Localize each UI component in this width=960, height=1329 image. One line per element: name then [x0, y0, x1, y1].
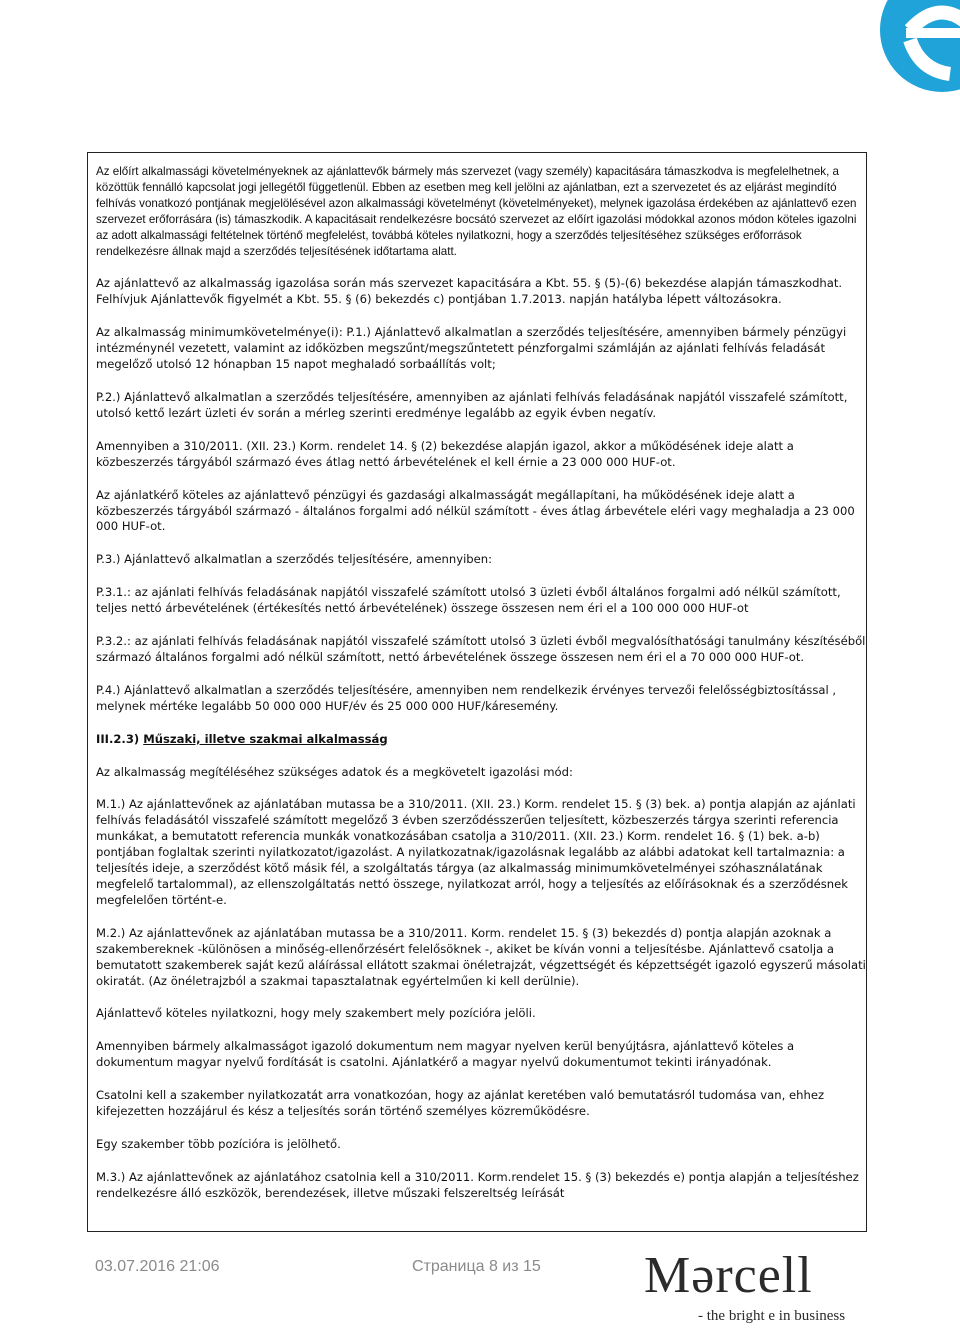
paragraph: M.3.) Az ajánlattevőnek az ajánlatához csatolnia kell a 310/2011. Korm.rendelet 15. § (3) bekezdés e) pontja alapján a teljesítéshez rendelkezésre álló eszközök, berendezések, illetve műszaki felszereltség leírását	[96, 1169, 859, 1200]
paragraph: Az ajánlattevő az alkalmasság igazolása során más szervezet kapacitására a Kbt. 55. § (5)-(6) bekezdése alapján támaszkodhat. Felhívjuk Ajánlattevők figyelmét a Kbt. 55. § (6) bekezdés c) pontjában 1.7.2013. napján hatályba lépett változásokra.	[96, 276, 843, 307]
footer-page-number: Страница 8 из 15	[412, 1258, 541, 1275]
paragraph: P.2.) Ajánlattevő alkalmatlan a szerződés teljesítésére, amennyiben az ajánlati felhívás feladásának napjától visszafelé számított, utolsó kettő lezárt üzleti év során a mérleg szerinti eredménye legalább az egyik évben negatív.	[96, 389, 848, 420]
paragraph: M.2.) Az ajánlattevőnek az ajánlatában mutassa be a 310/2011. Korm. rendelet 15. § (3) bekezdés d) pontja alapján azoknak a szakembereknek -különösen a minőség-ellenőrzésért felelősöknek -, akiket be kíván vonni a teljesítésbe. Ajánlattevő csatolja a bemutatott szakemberek saját kezű aláírással ellátott szakmai önéletrajzát, végzettségét és képzettségét igazoló egyszerű másolati okiratát. (Az önéletrajzból a szakmai tapasztalatnak egyértelműen ki kell derülnie).	[96, 925, 866, 988]
paragraph: Az alkalmasság megítéléséhez szükséges adatok és a megkövetelt igazolási mód:	[96, 764, 573, 779]
brand-logo	[640, 1248, 870, 1328]
paragraph: P.3.2.: az ajánlati felhívás feladásának napjától visszafelé számított utolsó 3 üzleti évből megvalósíthatósági tanulmány készítéséből származó általános forgalmi adó nélkül számított, nettó árbevételének összege összesen nem éri el a 70 000 000 HUF-ot.	[96, 634, 866, 664]
paragraph: P.3.) Ajánlattevő alkalmatlan a szerződés teljesítésére, amennyiben:	[96, 552, 493, 567]
paragraph: P.4.) Ajánlattevő alkalmatlan a szerződés teljesítésére, amennyiben nem rendelkezik érvényes tervezői felelősségbiztosítással , melynek mértéke legalább 50 000 000 HUF/év és 25 000 000 HUF/káresemény.	[96, 682, 837, 713]
brand-name: Mǝrcell	[644, 1247, 813, 1304]
paragraph: Csatolni kell a szakember nyilatkozatát arra vonatkozóan, hogy az ajánlat keretében való bemutatásról tudomása van, ehhez kifejezetten hozzájárul és kész a teljesítés során történő személyes közreműködésre.	[96, 1088, 825, 1119]
document-body	[96, 164, 866, 1219]
paragraph: M.1.) Az ajánlattevőnek az ajánlatában mutassa be a 310/2011. (XII. 23.) Korm. rendelet 15. § (3) bek. a) pontja alapján az ajánlati felhívás feladásától visszafelé számított megelőző 3 évben szerződésszerűen teljesített, közbeszerzés tárgya szerinti referencia munkákat, a bemutatott referencia munkák vonatkozásában csatolja a 310/2011. (XII. 23.) Korm. rendelet 16. § (1) bek. a-b) pontjában foglaltak szerinti nyilatkozatot/igazolást. A nyilatkozatnak/igazolásnak legalább az alábbi adatokat kell tartalmaznia: a teljesítés ideje, a szerződést kötő másik fél, a szolgáltatás tárgya (az alkalmasság minimumkövetelményei szóhasználatának megfelelő tartalommal), az ellenszolgáltatás nettó összege, nyilatkozat arról, hogy a teljesítés az előírásoknak és a szerződésnek megfelelően történt-e.	[96, 797, 856, 907]
paragraph: Amennyiben a 310/2011. (XII. 23.) Korm. rendelet 14. § (2) bekezdése alapján igazol, akkor a működésének ideje alatt a közbeszerzés tárgyából származó éves átlag nettó árbevételének el kell érnie a 23 000 000 HUF-ot.	[96, 438, 794, 469]
section-heading-title: Műszaki, illetve szakmai alkalmasság	[143, 731, 388, 746]
paragraph: Az alkalmasság minimumkövetelménye(i): P.1.) Ajánlattevő alkalmatlan a szerződés teljesítésére, amennyiben bármely pénzügyi intézménynél vezetett, valamint az időközben megszűnt/megszűntetett pénzforgalmi számláján az ajánlati felhívás feladását megelőző utolsó 12 hónapban 15 napot meghaladó sorbaállítás volt;	[96, 325, 847, 372]
corner-e-logo	[850, 0, 960, 100]
section-heading	[96, 732, 866, 748]
brand-tagline: - the bright e in business	[698, 1308, 846, 1324]
paragraph: Az előírt alkalmassági követelményeknek az ajánlattevők bármely más szervezet (vagy személy) kapacitására támaszkodva is megfelelhetnek, a közöttük fennálló kapcsolat jogi jellegétől függetlenül. Ebben az esetben meg kell jelölni az ajánlatban, ezt a szervezetet és az eljárást megindító felhívás vonatkozó pontjának megjelölésével azon alkalmassági követelményt (követelményeket), melynek igazolása érdekében az ajánlattevő ezen szervezet erőforrására (is) támaszkodik. A kapacitásait rendelkezésre bocsátó szervezet az előírt igazolási módokkal azonos módon köteles igazolni az adott alkalmassági feltételnek történő megfelelést, továbbá köteles nyilatkozni, hogy a szerződés teljesítéséhez szükséges erőforrások rendelkezésre állnak majd a szerződés teljesítésének időtartama alatt.	[96, 165, 857, 258]
paragraph: Egy szakember több pozícióra is jelölhető.	[96, 1136, 341, 1151]
paragraph: Ajánlattevő köteles nyilatkozni, hogy mely szakembert mely pozícióra jelöli.	[96, 1006, 536, 1021]
paragraph: Amennyiben bármely alkalmasságot igazoló dokumentum nem magyar nyelven kerül benyújtásra, ajánlattevő köteles a dokumentum magyar nyelvű fordítását is csatolni. Ajánlatkérő a magyar nyelvű dokumentumot tekinti irányadónak.	[96, 1039, 795, 1070]
paragraph: Az ajánlatkérő köteles az ajánlattevő pénzügyi és gazdasági alkalmasságát megállapítani, ha működésének ideje alatt a közbeszerzés tárgyából származó - általános forgalmi adó nélkül számított - éves átlag árbevétele eléri vagy meghaladja a 23 000 000 HUF-ot.	[96, 487, 855, 534]
footer-date: 03.07.2016 21:06	[95, 1258, 220, 1275]
paragraph: P.3.1.: az ajánlati felhívás feladásának napjától visszafelé számított utolsó 3 üzleti évből általános forgalmi adó nélkül számított, teljes nettó árbevételének (értékesítés nettó árbevételének) összege összesen nem éri el a 100 000 000 HUF-ot	[96, 585, 841, 616]
section-heading-number: III.2.3)	[96, 731, 144, 746]
